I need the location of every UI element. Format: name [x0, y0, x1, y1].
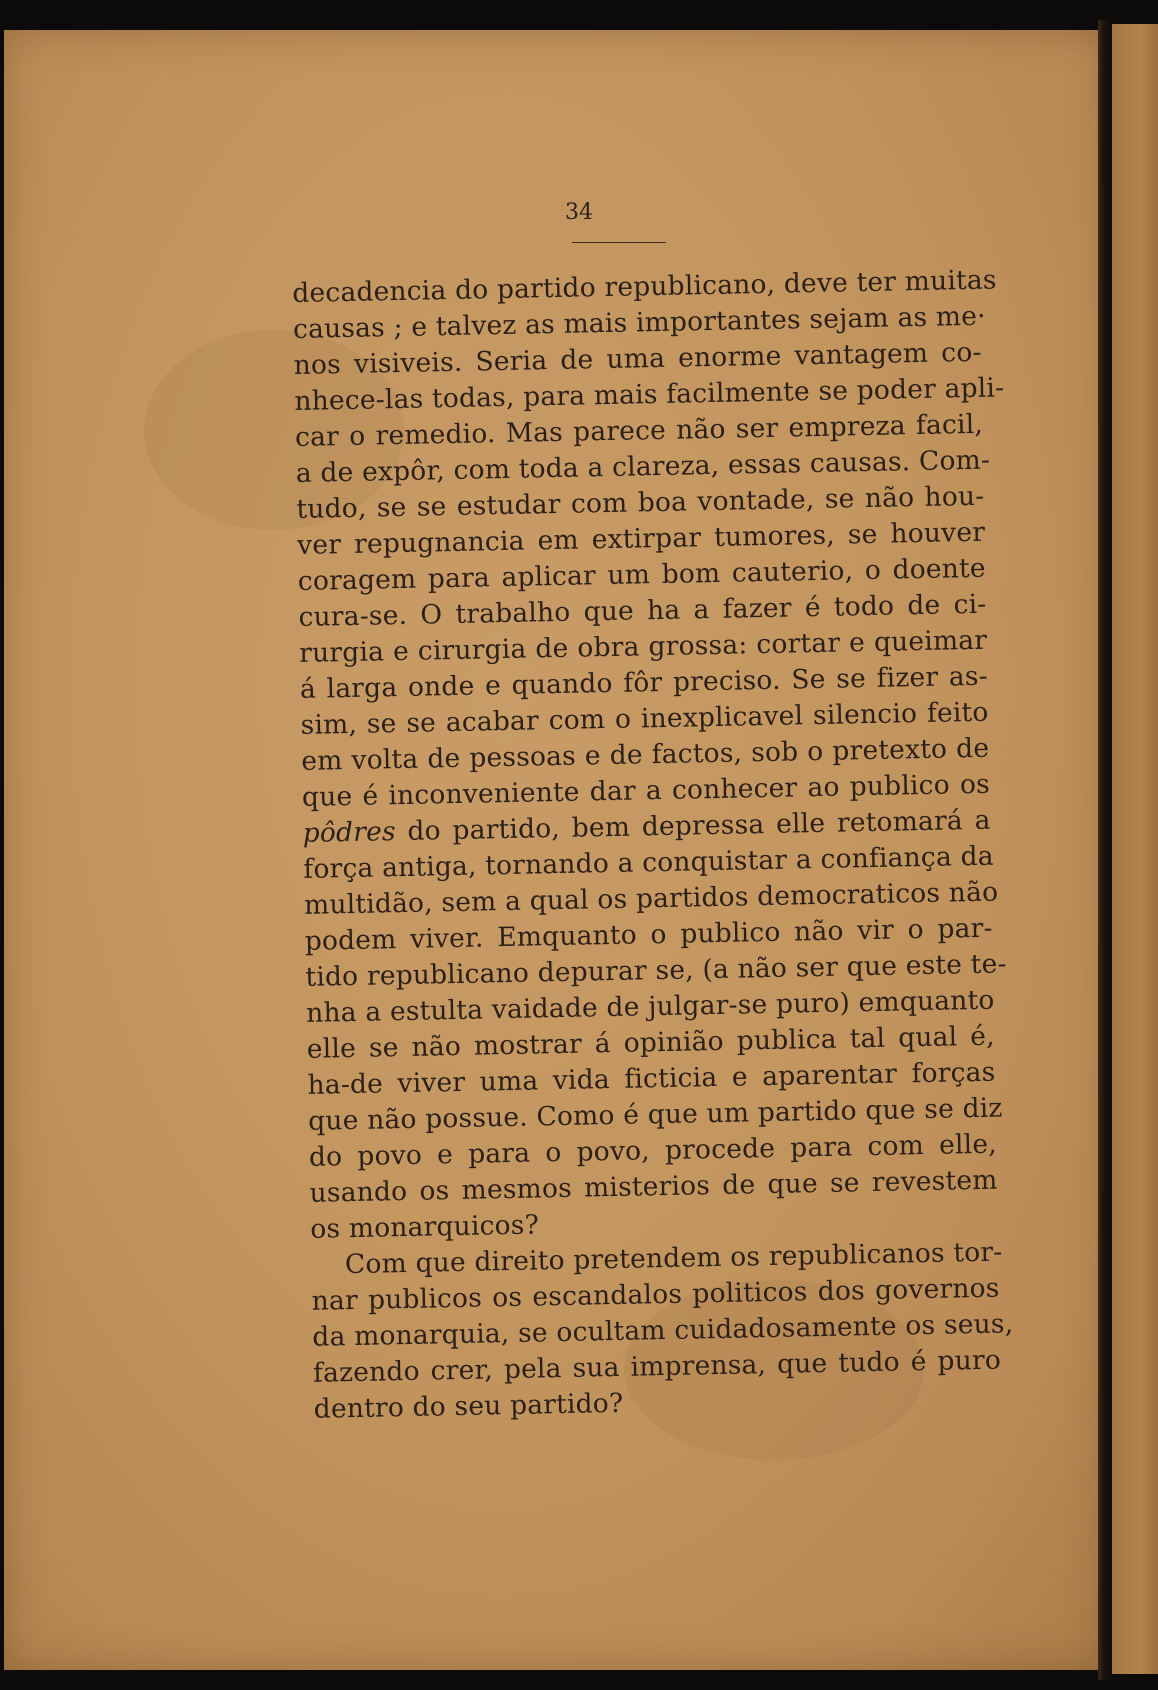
text-line: elle se não mostrar á opinião publica tal qual é, — [306, 1020, 996, 1065]
text-line: tido republicano depurar se, (a não ser que este te- — [305, 948, 1007, 993]
page-number: 34 — [565, 200, 593, 225]
text-line: ver repugnancia em extirpar tumores, se houver — [296, 516, 986, 561]
text-line: do povo e para o povo, procede para com elle, — [308, 1128, 998, 1173]
text-line-rest: do partido, bem depressa elle retomará a — [395, 804, 991, 848]
italic-word: pôdres — [302, 816, 397, 849]
text-line: os monarquicos? — [310, 1209, 540, 1245]
text-line: á larga onde e quando fôr preciso. Se se fizer as- — [299, 660, 989, 705]
text-line: nha a estulta vaidade de julgar-se puro) emquanto — [305, 984, 995, 1029]
text-line: causas ; e talvez as mais importantes sejam as me· — [292, 300, 986, 345]
text-line: Com que direito pretendem os republicanos tor- — [344, 1236, 1003, 1281]
header-rule — [572, 242, 666, 243]
text-line: a de expôr, com toda a clareza, essas causas. Com- — [295, 444, 991, 489]
text-line: tudo, se se estudar com boa vontade, se não hou- — [296, 480, 985, 525]
text-line: que não possue. Como é que um partido que se diz — [307, 1092, 1003, 1137]
text-line: fazendo crer, pela sua imprensa, que tudo é puro — [312, 1344, 1002, 1389]
text-line: da monarquia, se ocultam cuidadosamente os seus, — [312, 1308, 1014, 1353]
text-line: dentro do seu partido? — [313, 1387, 624, 1425]
text-line: car o remedio. Mas parece não ser empreza facil, — [294, 408, 984, 453]
text-line: ha-de viver uma vida ficticia e aparentar forças — [307, 1056, 996, 1101]
text-line: decadencia do partido republicano, deve ter muitas — [292, 264, 997, 309]
page-gutter-shadow — [1098, 20, 1112, 1680]
text-line: coragem para aplicar um bom cauterio, o doente — [297, 552, 987, 597]
text-line: cura-se. O trabalho que ha a fazer é todo de ci- — [298, 588, 987, 633]
text-line: nos visiveis. Seria de uma enorme vantagem co- — [293, 336, 982, 381]
text-line: em volta de pessoas e de factos, sob o pretexto de — [301, 732, 990, 777]
text-line: força antiga, tornando a conquistar a confiança da — [303, 840, 995, 885]
text-line: que é inconveniente dar a conhecer ao publico os — [301, 768, 991, 813]
text-line: nhece-las todas, para mais facilmente se poder apli- — [294, 372, 1005, 417]
text-line: podem viver. Emquanto o publico não vir o par- — [304, 912, 993, 957]
body-text — [292, 263, 1014, 1428]
text-line: rurgia e cirurgia de obra grossa: cortar e queimar — [298, 624, 988, 669]
text-line: sim, se se acabar com o inexplicavel silencio feito — [300, 696, 989, 741]
text-line: multidão, sem a qual os partidos democraticos não — [303, 876, 999, 921]
adjacent-page-edge — [1112, 24, 1158, 1674]
text-line: nar publicos os escandalos politicos dos governos — [311, 1272, 1000, 1317]
text-line: usando os mesmos misterios de que se revestem — [309, 1164, 998, 1209]
